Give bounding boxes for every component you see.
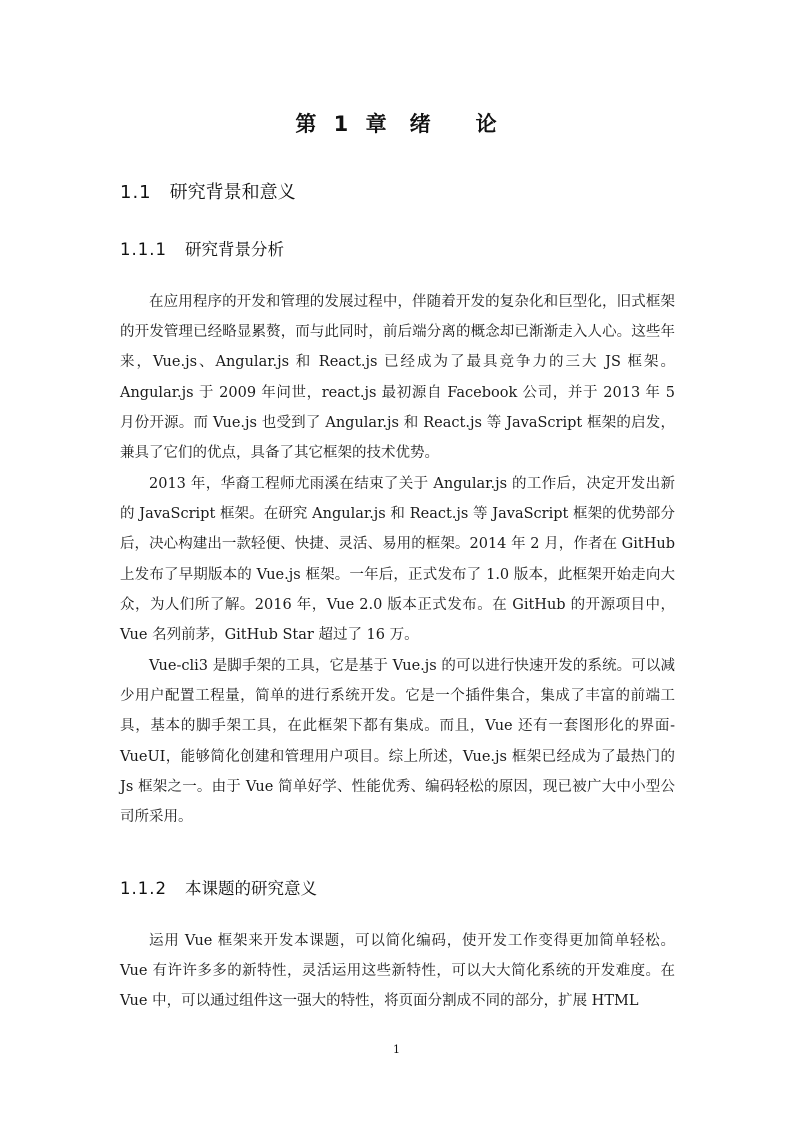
subsection-title: 本课题的研究意义 [184,879,317,898]
paragraph: 在应用程序的开发和管理的发展过程中，伴随着开发的复杂化和巨型化，旧式框架的开发管理已经略显累赘，而与此同时，前后端分离的概念却已渐渐走入人心。这些年来，Vue.js、Angular.js 和 React.js 已经成为了最具竞争力的三大 JS 框架。Angular.js 于 2009 年问世，react.js 最初源自 Facebook 公司，并于 2013 年 5 月份开源。而 Vue.js 也受到了 Angular.js 和 React.js 等 JavaScript 框架的启发，兼具了它们的优点，具备了其它框架的技术优势。 [120,294,675,462]
paragraph: 2013 年，华裔工程师尤雨溪在结束了关于 Angular.js 的工作后，决定开发出新的 JavaScript 框架。在研究 Angular.js 和 React.js 等 JavaScript 框架的优势部分后，决心构建出一款轻便、快捷、灵活、易用的框架。2014 年 2 月，作者在 GitHub 上发布了早期版本的 Vue.js 框架。一年后，正式发布了 1.0 版本，此框架开始走向大众，为人们所了解。2016 年，Vue 2.0 版本正式发布。在 GitHub 的开源项目中，Vue 名列前茅，GitHub Star 超过了 16 万。 [120,476,675,644]
section-heading-1-1 [120,178,296,204]
paragraph: Vue-cli3 是脚手架的工具，它是基于 Vue.js 的可以进行快速开发的系统。可以减少用户配置工程量，简单的进行系统开发。它是一个插件集合，集成了丰富的前端工具，基本的脚手架工具，在此框架下都有集成。而且，Vue 还有一套图形化的界面-VueUI，能够简化创建和管理用户项目。综上所述，Vue.js 框架已经成为了最热门的 Js 框架之一。由于 Vue 简单好学、性能优秀、编码轻松的原因，现已被广大中小型公司所采用。 [120,658,675,826]
subsection-title: 研究背景分析 [184,240,284,259]
subsection-heading-1-1-1 [120,236,284,260]
subsection-heading-1-1-2 [120,875,317,899]
paragraph: 运用 Vue 框架来开发本课题，可以简化编码，使开发工作变得更加简单轻松。Vue 有许许多多的新特性，灵活运用这些新特性，可以大大简化系统的开发难度。在 Vue 中，可以通过组件这一强大的特性，将页面分割成不同的部分，扩展 HTML [120,933,675,1010]
subsection-number: 1.1.1 [120,240,167,259]
section-number: 1.1 [120,182,152,203]
chapter-title: 第 1 章 绪 论 [295,112,498,136]
subsection-number: 1.1.2 [120,879,167,898]
section-title: 研究背景和意义 [169,182,296,203]
page-number: 1 [393,1043,400,1056]
